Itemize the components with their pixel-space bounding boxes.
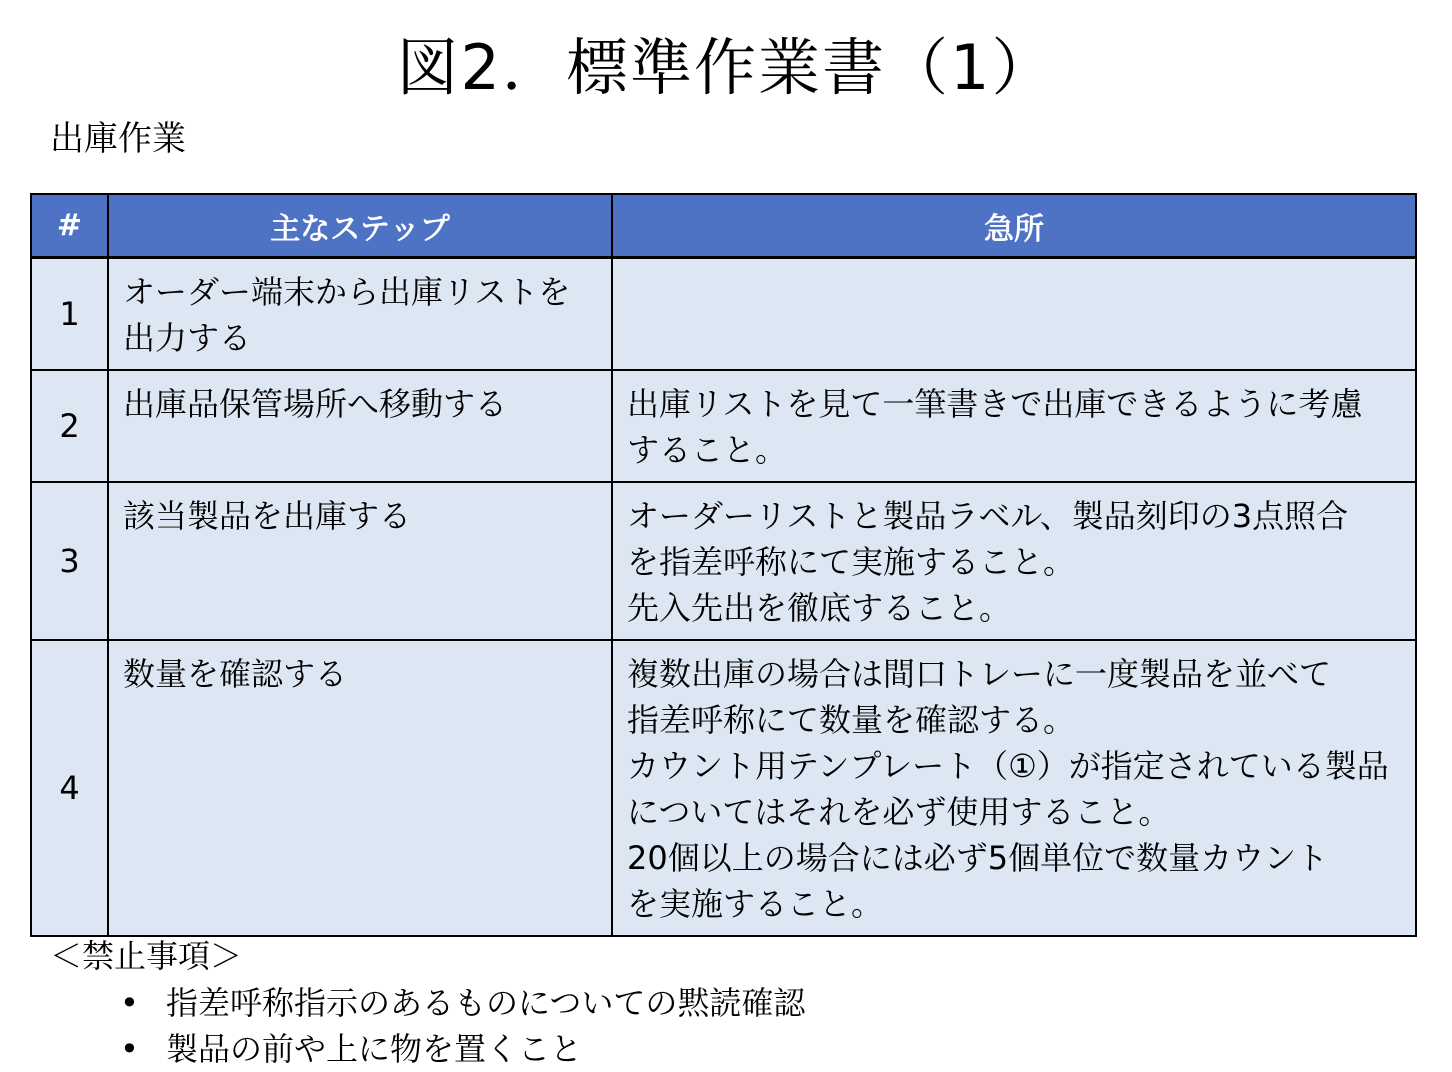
table-row [31, 640, 1416, 936]
header-key-points: 急所 [612, 194, 1416, 258]
row-key-points-cell [612, 258, 1416, 371]
row-step: 該当製品を出庫する [123, 497, 412, 535]
list-item [112, 1026, 805, 1072]
row-step: オーダー端末から出庫リストを 出力する [123, 273, 571, 357]
row-key-points: 出庫リストを見て一筆書きで出庫できるように考慮 すること。 [627, 385, 1363, 469]
row-step: 数量を確認する [123, 655, 348, 693]
row-number: 1 [31, 258, 108, 371]
prohibited-item-text: 製品の前や上に物を置くこと [166, 1030, 583, 1068]
row-number: 3 [31, 482, 108, 640]
bullet-icon: • [120, 1030, 139, 1068]
row-step: 出庫品保管場所へ移動する [123, 385, 508, 423]
header-number: # [31, 194, 108, 258]
row-step-cell [108, 482, 612, 640]
section-title: 出庫作業 [50, 119, 186, 159]
row-step-cell [108, 640, 612, 936]
prohibited-list [112, 980, 805, 1072]
row-key-points-cell [612, 482, 1416, 640]
row-key-points-cell [612, 640, 1416, 936]
row-key-points-cell [612, 370, 1416, 482]
table-row [31, 482, 1416, 640]
row-key-points: 複数出庫の場合は間口トレーに一度製品を並べて 指差呼称にて数量を確認する。 カウント用テンプレート（①）が指定されている製品 についてはそれを必ず使用すること。 20個以上の場合には必ず5個単位で数量カウント を実施すること。 [627, 655, 1389, 923]
page-title: 図2．標準作業書（1） [396, 31, 1056, 104]
table-row [31, 370, 1416, 482]
row-key-points [613, 259, 1415, 277]
table-header-row [31, 194, 1416, 258]
list-item [112, 980, 805, 1026]
row-number: 4 [31, 640, 108, 936]
row-step-cell [108, 258, 612, 371]
standard-work-table [30, 193, 1417, 937]
table-row [31, 258, 1416, 371]
bullet-icon: • [120, 984, 139, 1022]
row-step-cell [108, 370, 612, 482]
prohibited-title: ＜禁止事項＞ [50, 937, 243, 975]
row-number: 2 [31, 370, 108, 482]
row-key-points: オーダーリストと製品ラベル、製品刻印の3点照合 を指差呼称にて実施すること。 先入先出を徹底すること。 [627, 497, 1349, 627]
header-step: 主なステップ [108, 194, 612, 258]
prohibited-item-text: 指差呼称指示のあるものについての黙読確認 [166, 984, 806, 1022]
